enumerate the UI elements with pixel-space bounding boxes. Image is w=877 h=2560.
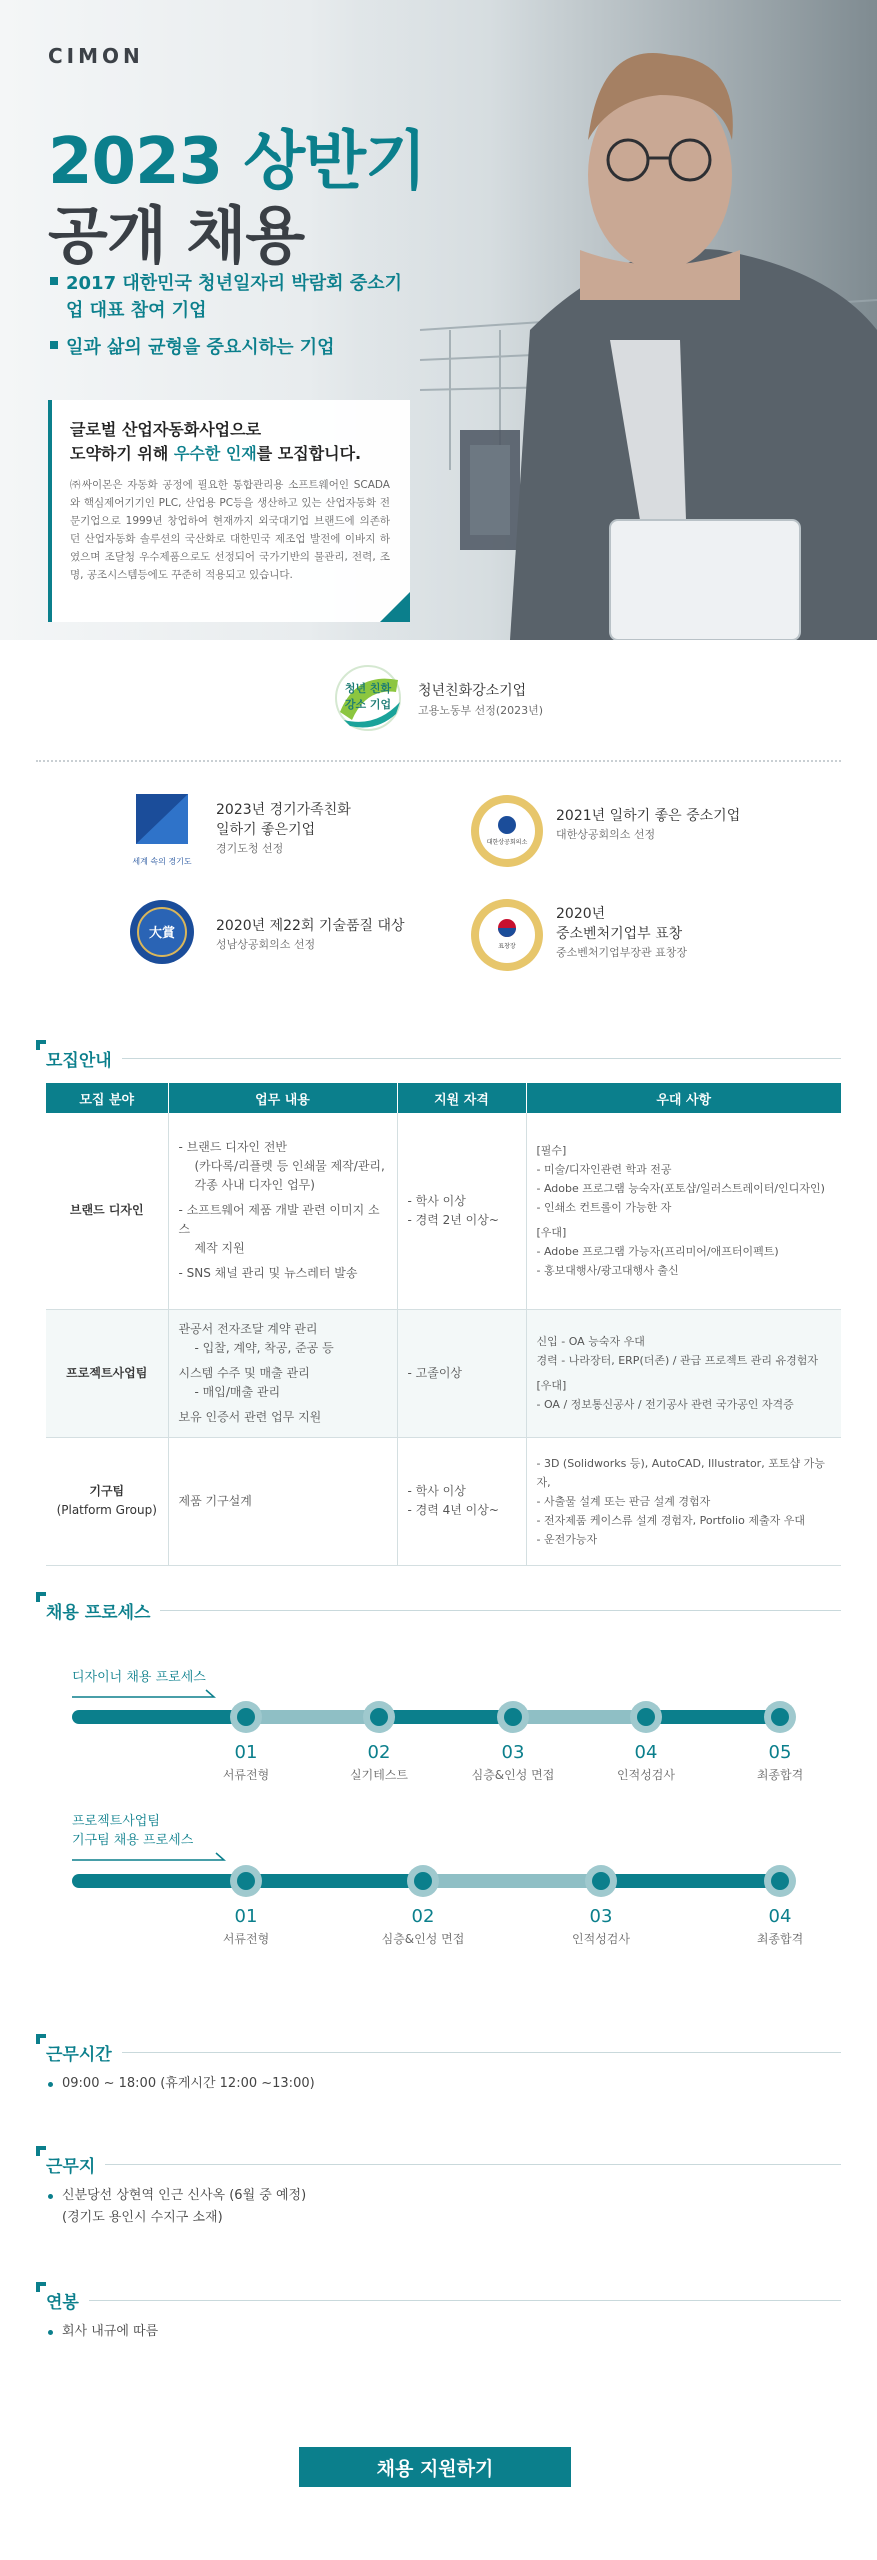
seal-icon bbox=[128, 896, 196, 968]
step-name: 인적성검사 bbox=[617, 1768, 675, 1782]
step-dot bbox=[230, 1865, 262, 1897]
table-row bbox=[46, 1437, 841, 1565]
cell-line: - 인쇄소 컨트롤이 가능한 자 bbox=[536, 1201, 672, 1215]
section-corner bbox=[36, 1040, 46, 1050]
award-text bbox=[556, 904, 856, 962]
step-name: 최종합격 bbox=[756, 1932, 804, 1946]
section-title: 근무지 bbox=[46, 2152, 105, 2177]
hero-title-line2: 공개 채용 bbox=[48, 199, 305, 272]
project-process-label bbox=[72, 1812, 193, 1850]
cell-line: 경력 - 나라장터, ERP(더존) / 관급 프로젝트 관리 유경험자 bbox=[536, 1354, 818, 1367]
duties-cell bbox=[168, 1437, 397, 1565]
hero-title-line1: 2023 상반기 bbox=[48, 125, 426, 199]
duties-cell bbox=[168, 1113, 397, 1309]
intro-heading-post: 를 모집합니다. bbox=[256, 444, 362, 463]
section-corner bbox=[36, 1592, 46, 1602]
hero-banner bbox=[0, 0, 877, 640]
cell-line: (카다록/리플렛 등 인쇄물 제작/관리, bbox=[194, 1159, 385, 1174]
step-number: 04 bbox=[768, 1906, 792, 1927]
cell-line: - 전자제품 케이스류 설계 경험자, Portfolio 제출자 우대 bbox=[536, 1513, 805, 1527]
apply-button[interactable]: 채용 지원하기 bbox=[299, 2447, 571, 2487]
youth-friendly-logo-icon bbox=[326, 662, 410, 732]
cell-line: - OA / 정보통신공사 / 전기공사 관련 국가공인 자격증 bbox=[536, 1398, 794, 1411]
svg-text:청년 친화: 청년 친화 bbox=[344, 682, 392, 695]
seal-caption: 大賞 bbox=[148, 926, 176, 941]
medal-caption: 표창장 bbox=[498, 943, 516, 950]
step-number: 02 bbox=[367, 1742, 391, 1763]
step-name: 심층&인성 면접 bbox=[381, 1932, 465, 1946]
medal-icon bbox=[468, 896, 546, 974]
table-row bbox=[46, 1113, 841, 1309]
section-line bbox=[46, 2052, 841, 2053]
cell-line: 기구팀 bbox=[89, 1484, 125, 1498]
gyeonggi-logo-icon bbox=[128, 792, 196, 872]
section-corner bbox=[36, 2282, 46, 2292]
qualification-cell bbox=[397, 1437, 526, 1565]
cell-line: 각종 사내 디자인 업무) bbox=[194, 1178, 315, 1193]
award-subtitle: 대한상공회의소 선정 bbox=[556, 828, 656, 841]
svg-text:강소 기업: 강소 기업 bbox=[344, 698, 392, 711]
salary-text: 회사 내규에 따름 bbox=[48, 2321, 158, 2343]
step-dot bbox=[630, 1701, 662, 1733]
cell-line: - 홍보대행사/광고대행사 출신 bbox=[536, 1264, 679, 1278]
hero-bullets bbox=[48, 270, 408, 371]
section-location bbox=[36, 2146, 841, 2176]
section-title: 연봉 bbox=[46, 2288, 89, 2313]
section-recruit bbox=[36, 1040, 841, 1070]
award-title: 2021년 일하기 좋은 중소기업 bbox=[556, 808, 741, 824]
step-dot bbox=[585, 1865, 617, 1897]
preference-cell bbox=[526, 1437, 841, 1565]
cell-line: 신입 - OA 능숙자 우대 bbox=[536, 1335, 645, 1348]
award-gyeonggi bbox=[128, 792, 458, 872]
section-title: 근무시간 bbox=[46, 2040, 122, 2065]
table-header-row bbox=[46, 1083, 841, 1113]
award-subtitle: 성남상공회의소 선정 bbox=[216, 938, 316, 951]
hours-info bbox=[48, 2073, 315, 2095]
award-mss-commendation bbox=[468, 896, 838, 976]
qualification-cell bbox=[397, 1309, 526, 1437]
step-dot bbox=[497, 1701, 529, 1733]
step-number: 01 bbox=[234, 1742, 258, 1763]
intro-heading-highlight: 우수한 인재 bbox=[173, 444, 257, 463]
table-header: 지원 자격 bbox=[397, 1083, 526, 1113]
table-header: 우대 사항 bbox=[526, 1083, 841, 1113]
intro-box bbox=[48, 400, 410, 622]
cell-line: - 학사 이상 bbox=[407, 1193, 466, 1208]
award-good-sme bbox=[468, 792, 838, 872]
cell-line: [우대] bbox=[536, 1226, 567, 1240]
hours-text: 09:00 ~ 18:00 (휴게시간 12:00 ~13:00) bbox=[48, 2073, 315, 2095]
medal-icon bbox=[468, 792, 546, 870]
arrow-line-icon bbox=[72, 1689, 222, 1699]
step-name: 서류전형 bbox=[222, 1768, 270, 1782]
section-line bbox=[46, 1610, 841, 1611]
cell-line: - Adobe 프로그램 가능자(프리미어/애프터이펙트) bbox=[536, 1245, 779, 1259]
project-process-label-line1: 프로젝트사업팀 bbox=[72, 1814, 160, 1829]
award-subtitle: 중소벤처기업부장관 표창장 bbox=[556, 946, 688, 959]
cell-line: - 매입/매출 관리 bbox=[194, 1384, 281, 1399]
section-line bbox=[46, 2300, 841, 2301]
cell-line: - 사출물 설계 또는 판금 설계 경험자 bbox=[536, 1494, 711, 1508]
hero-photo bbox=[360, 0, 877, 640]
intro-body: ㈜싸이몬은 자동화 공정에 필요한 통합관리용 소프트웨어인 SCADA와 핵심제어기기인 PLC, 산업용 PC등을 생산하고 있는 산업자동화 전문기업으로 1999년 창업하여 현재까지 외국대기업 브랜드에 의존하던 산업자동화 솔루션의 국산화로 대한민국 제조업 발전에 이바지 하였으며 조달청 우수제품으로도 선정되어 국가기반의 물관리, 전력, 조명, 공조시스템등에도 꾸준히 적용되고 있습니다. bbox=[70, 479, 390, 581]
award-title: 2023년 경기가족친화 bbox=[216, 802, 351, 818]
step-name: 심층&인성 면접 bbox=[471, 1768, 555, 1782]
step-dot bbox=[764, 1865, 796, 1897]
field-cell: 프로젝트사업팀 bbox=[46, 1309, 168, 1437]
hero-bullet: 2017 대한민국 청년일자리 박람회 중소기업 대표 참여 기업 bbox=[48, 270, 408, 324]
section-line bbox=[46, 1058, 841, 1059]
divider bbox=[36, 760, 841, 762]
cert-main-title: 청년친화강소기업 bbox=[418, 683, 527, 699]
step-name: 최종합격 bbox=[756, 1768, 804, 1782]
cell-line: - 3D (Solidworks 등), AutoCAD, Illustrator, 포토샵 가능자, bbox=[536, 1456, 825, 1489]
location-line1: 신분당선 상현역 인근 신사옥 (6월 중 예정) bbox=[48, 2185, 306, 2207]
step-number: 02 bbox=[411, 1906, 435, 1927]
table-row bbox=[46, 1309, 841, 1437]
cell-line: - 경력 2년 이상~ bbox=[407, 1212, 499, 1227]
award-subtitle: 경기도청 선정 bbox=[216, 842, 284, 855]
location-info bbox=[48, 2185, 306, 2229]
step-dot bbox=[407, 1865, 439, 1897]
step-number: 01 bbox=[234, 1906, 258, 1927]
section-line bbox=[46, 2164, 841, 2165]
section-salary bbox=[36, 2282, 841, 2312]
cell-line: 시스템 수주 및 매출 관리 bbox=[178, 1365, 310, 1380]
hero-bullet: 일과 삶의 균형을 중요시하는 기업 bbox=[48, 334, 408, 361]
cell-line: 제작 지원 bbox=[194, 1241, 245, 1256]
award-title: 일하기 좋은기업 bbox=[216, 822, 316, 838]
intro-heading-pre: 도약하기 위해 bbox=[70, 444, 174, 463]
table-header: 업무 내용 bbox=[168, 1083, 397, 1113]
cell-line: [필수] bbox=[536, 1144, 567, 1158]
designer-process-track bbox=[72, 1710, 794, 1724]
intro-heading bbox=[70, 418, 390, 466]
medal-caption: 대한상공회의소 bbox=[486, 839, 528, 846]
section-title: 모집안내 bbox=[46, 1046, 122, 1071]
cell-line: - 브랜드 디자인 전반 bbox=[178, 1140, 288, 1155]
salary-info bbox=[48, 2321, 158, 2343]
company-logo: CIMON bbox=[48, 44, 144, 68]
table-header: 모집 분야 bbox=[46, 1083, 168, 1113]
location-line2: (경기도 용인시 수지구 소재) bbox=[62, 2210, 223, 2225]
award-title: 2020년 bbox=[556, 906, 606, 922]
cell-line: - 소프트웨어 제품 개발 관련 이미지 소스 bbox=[178, 1203, 380, 1237]
intro-heading-line1: 글로벌 산업자동화사업으로 bbox=[70, 420, 262, 439]
award-text bbox=[556, 806, 856, 844]
section-process bbox=[36, 1592, 841, 1622]
field-cell bbox=[46, 1437, 168, 1565]
step-dot bbox=[363, 1701, 395, 1733]
project-process-label-line2: 기구팀 채용 프로세스 bbox=[72, 1833, 194, 1848]
cell-line: - 경력 4년 이상~ bbox=[407, 1503, 499, 1517]
designer-process-label: 디자이너 채용 프로세스 bbox=[72, 1670, 206, 1685]
step-number: 04 bbox=[634, 1742, 658, 1763]
step-dot bbox=[230, 1701, 262, 1733]
preference-cell bbox=[526, 1113, 841, 1309]
cell-line: - 고졸이상 bbox=[407, 1365, 463, 1380]
youth-friendly-cert bbox=[326, 662, 626, 732]
qualification-cell bbox=[397, 1113, 526, 1309]
section-title: 채용 프로세스 bbox=[46, 1598, 160, 1623]
step-number: 05 bbox=[768, 1742, 792, 1763]
award-title: 중소벤처기업부 표창 bbox=[556, 926, 683, 942]
cell-line: 관공서 전자조달 계약 관리 bbox=[178, 1321, 318, 1336]
cell-line: - SNS 채널 관리 및 뉴스레터 발송 bbox=[178, 1266, 358, 1281]
recruit-table bbox=[46, 1083, 841, 1566]
field-cell: 브랜드 디자인 bbox=[46, 1113, 168, 1309]
cell-line: - 운전가능자 bbox=[536, 1532, 598, 1546]
arrow-line-icon bbox=[72, 1852, 232, 1862]
cell-line: - Adobe 프로그램 능숙자(포토샵/일러스트레이터/인디자인) bbox=[536, 1182, 825, 1196]
award-title: 2020년 제22회 기술품질 대상 bbox=[216, 918, 405, 934]
section-corner bbox=[36, 2146, 46, 2156]
cell-line: - 미술/디자인관련 학과 전공 bbox=[536, 1163, 672, 1177]
cell-line: [우대] bbox=[536, 1379, 567, 1392]
step-number: 03 bbox=[501, 1742, 525, 1763]
gyeonggi-logo-caption: 세계 속의 경기도 bbox=[132, 857, 192, 866]
cell-line: - 학사 이상 bbox=[407, 1484, 466, 1498]
award-tech-quality bbox=[128, 896, 458, 976]
cell-line: - 입찰, 계약, 착공, 준공 등 bbox=[194, 1340, 334, 1355]
step-name: 인적성검사 bbox=[572, 1932, 630, 1946]
cert-main-subtitle: 고용노동부 선정(2023년) bbox=[418, 704, 544, 717]
step-number: 03 bbox=[589, 1906, 613, 1927]
cell-line: (Platform Group) bbox=[56, 1503, 157, 1517]
duties-cell bbox=[168, 1309, 397, 1437]
preference-cell bbox=[526, 1309, 841, 1437]
step-name: 실기테스트 bbox=[350, 1768, 408, 1782]
cell-line: 제품 기구설계 bbox=[178, 1493, 252, 1508]
step-name: 서류전형 bbox=[222, 1932, 270, 1946]
section-corner bbox=[36, 2034, 46, 2044]
cell-line: 보유 인증서 관련 업무 지원 bbox=[178, 1409, 322, 1424]
section-hours bbox=[36, 2034, 841, 2064]
step-dot bbox=[764, 1701, 796, 1733]
